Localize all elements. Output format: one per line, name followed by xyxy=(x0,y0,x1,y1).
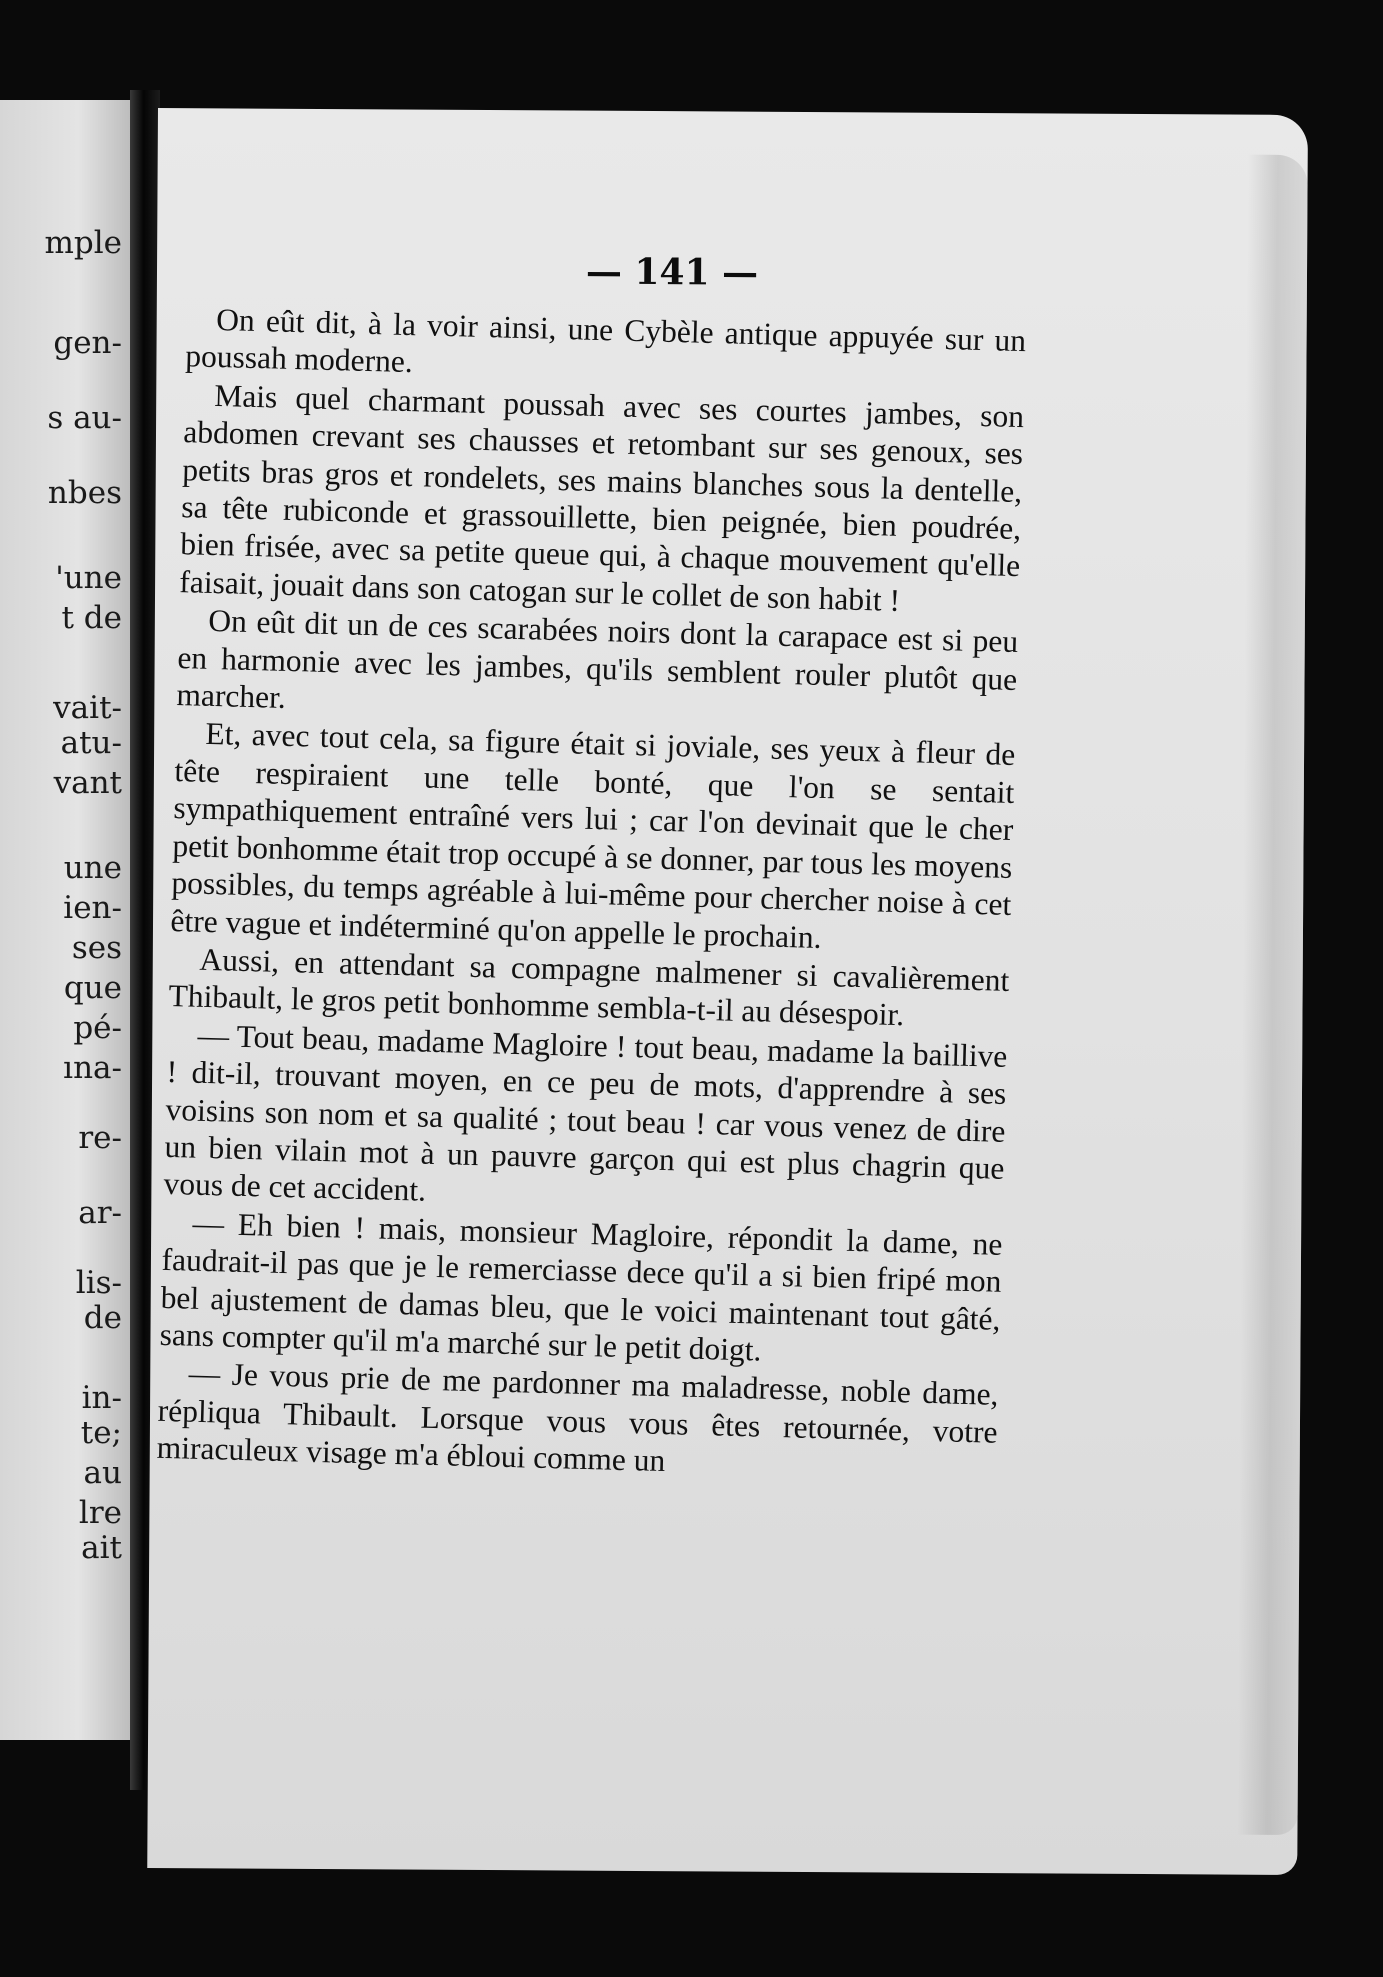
facing-page-word-fragment: re- xyxy=(78,1120,122,1156)
facing-page-word-fragment: t de xyxy=(61,600,122,636)
paragraph: Et, avec tout cela, sa figure était si joviale, ses yeux à fleur de tête respiraient une telle bonté, que l'on se sentait sympathiquement entraîné vers lui ; car l'on devinait que le cher petit bonhomme était trop occupé à se donner, par tous les moyens possibles, du temps agréable à lui-même pour chercher noise à cet être vague et indéterminé qu'on appelle le prochain. xyxy=(170,716,1016,955)
paragraph: On eût dit un de ces scarabées noirs dont la carapace est si peu en harmonie avec les jambes, qu'ils semblent rouler plutôt que marcher. xyxy=(176,603,1019,715)
paragraph: On eût dit, à la voir ainsi, une Cybèle antique appuyée sur un poussah moderne. xyxy=(184,301,1027,380)
paragraph: — Je vous prie de me pardonner ma maladresse, noble dame, répliqua Thibault. Lorsque vous vous êtes retournée, votre miraculeux visage m'a ébloui comme un xyxy=(156,1355,999,1479)
facing-page-word-fragment: pé- xyxy=(73,1010,122,1046)
paragraph: — Tout beau, madame Magloire ! tout beau, madame la baillive ! dit-il, trouvant moyen, en ce peu de mots, d'apprendre à ses voisins son nom et sa qualité ; tout beau ! car vous venez de dire un bien vilain mot à un pauvre garçon qui est plus chagrin que vous de cet accident. xyxy=(163,1017,1008,1209)
facing-page-word-fragment: mple xyxy=(44,225,122,261)
body-text xyxy=(156,300,1026,1489)
paragraph: — Eh bien ! mais, monsieur Magloire, répondit la dame, ne faudrait-il pas que je le remerciasse dece qu'il a si bien fripé mon bel ajustement de damas bleu, que le voici maintenant tout gâté, sans compter qu'il m'a marché sur le petit doigt. xyxy=(159,1205,1003,1368)
facing-page-word-fragment: vant xyxy=(53,765,122,801)
facing-page-word-fragment: lre xyxy=(78,1495,122,1531)
facing-page-word-fragment: atu- xyxy=(60,725,122,761)
facing-page-word-fragment: ien- xyxy=(63,890,122,926)
facing-page-fragment xyxy=(0,100,130,1740)
facing-page-word-fragment: 'une xyxy=(55,560,122,596)
page-number: — 141 — xyxy=(585,250,759,294)
facing-page-word-fragment: ar- xyxy=(78,1195,122,1231)
facing-page-word-fragment: lis- xyxy=(75,1265,122,1301)
facing-page-word-fragment: ına- xyxy=(63,1050,122,1086)
facing-page-word-fragment: au xyxy=(83,1455,122,1491)
facing-page-word-fragment: s au- xyxy=(47,400,122,436)
facing-page-word-fragment: ait xyxy=(81,1530,122,1566)
facing-page-word-fragment: une xyxy=(63,850,122,886)
facing-page-word-fragment: de xyxy=(83,1300,122,1336)
facing-page-word-fragment: ses xyxy=(71,930,122,966)
facing-page-word-fragment: gen- xyxy=(53,325,122,361)
facing-page-word-fragment: in- xyxy=(81,1380,122,1416)
facing-page-word-fragment: nbes xyxy=(47,475,122,511)
paragraph: Mais quel charmant poussah avec ses courtes jambes, son abdomen crevant ses chausses et retombant sur ses genoux, ses petits bras gros et rondelets, ses mains blanches sous la dentelle, sa tête rubiconde et grassouillette, bien peignée, bien poudrée, bien frisée, avec sa petite queue qui, à chaque mouvement qu'elle faisait, jouait dans son catogan sur le collet de son habit ! xyxy=(179,377,1025,618)
facing-page-word-fragment: que xyxy=(63,970,122,1006)
paragraph: Aussi, en attendant sa compagne malmener si cavalièrement Thibault, le gros petit bonhomme sembla-t-il au désespoir. xyxy=(168,941,1010,1033)
facing-page-word-fragment: vait- xyxy=(53,690,122,726)
page-edge-shadow xyxy=(1237,155,1307,1835)
book-page xyxy=(147,108,1308,1875)
facing-page-word-fragment: te; xyxy=(80,1415,122,1451)
